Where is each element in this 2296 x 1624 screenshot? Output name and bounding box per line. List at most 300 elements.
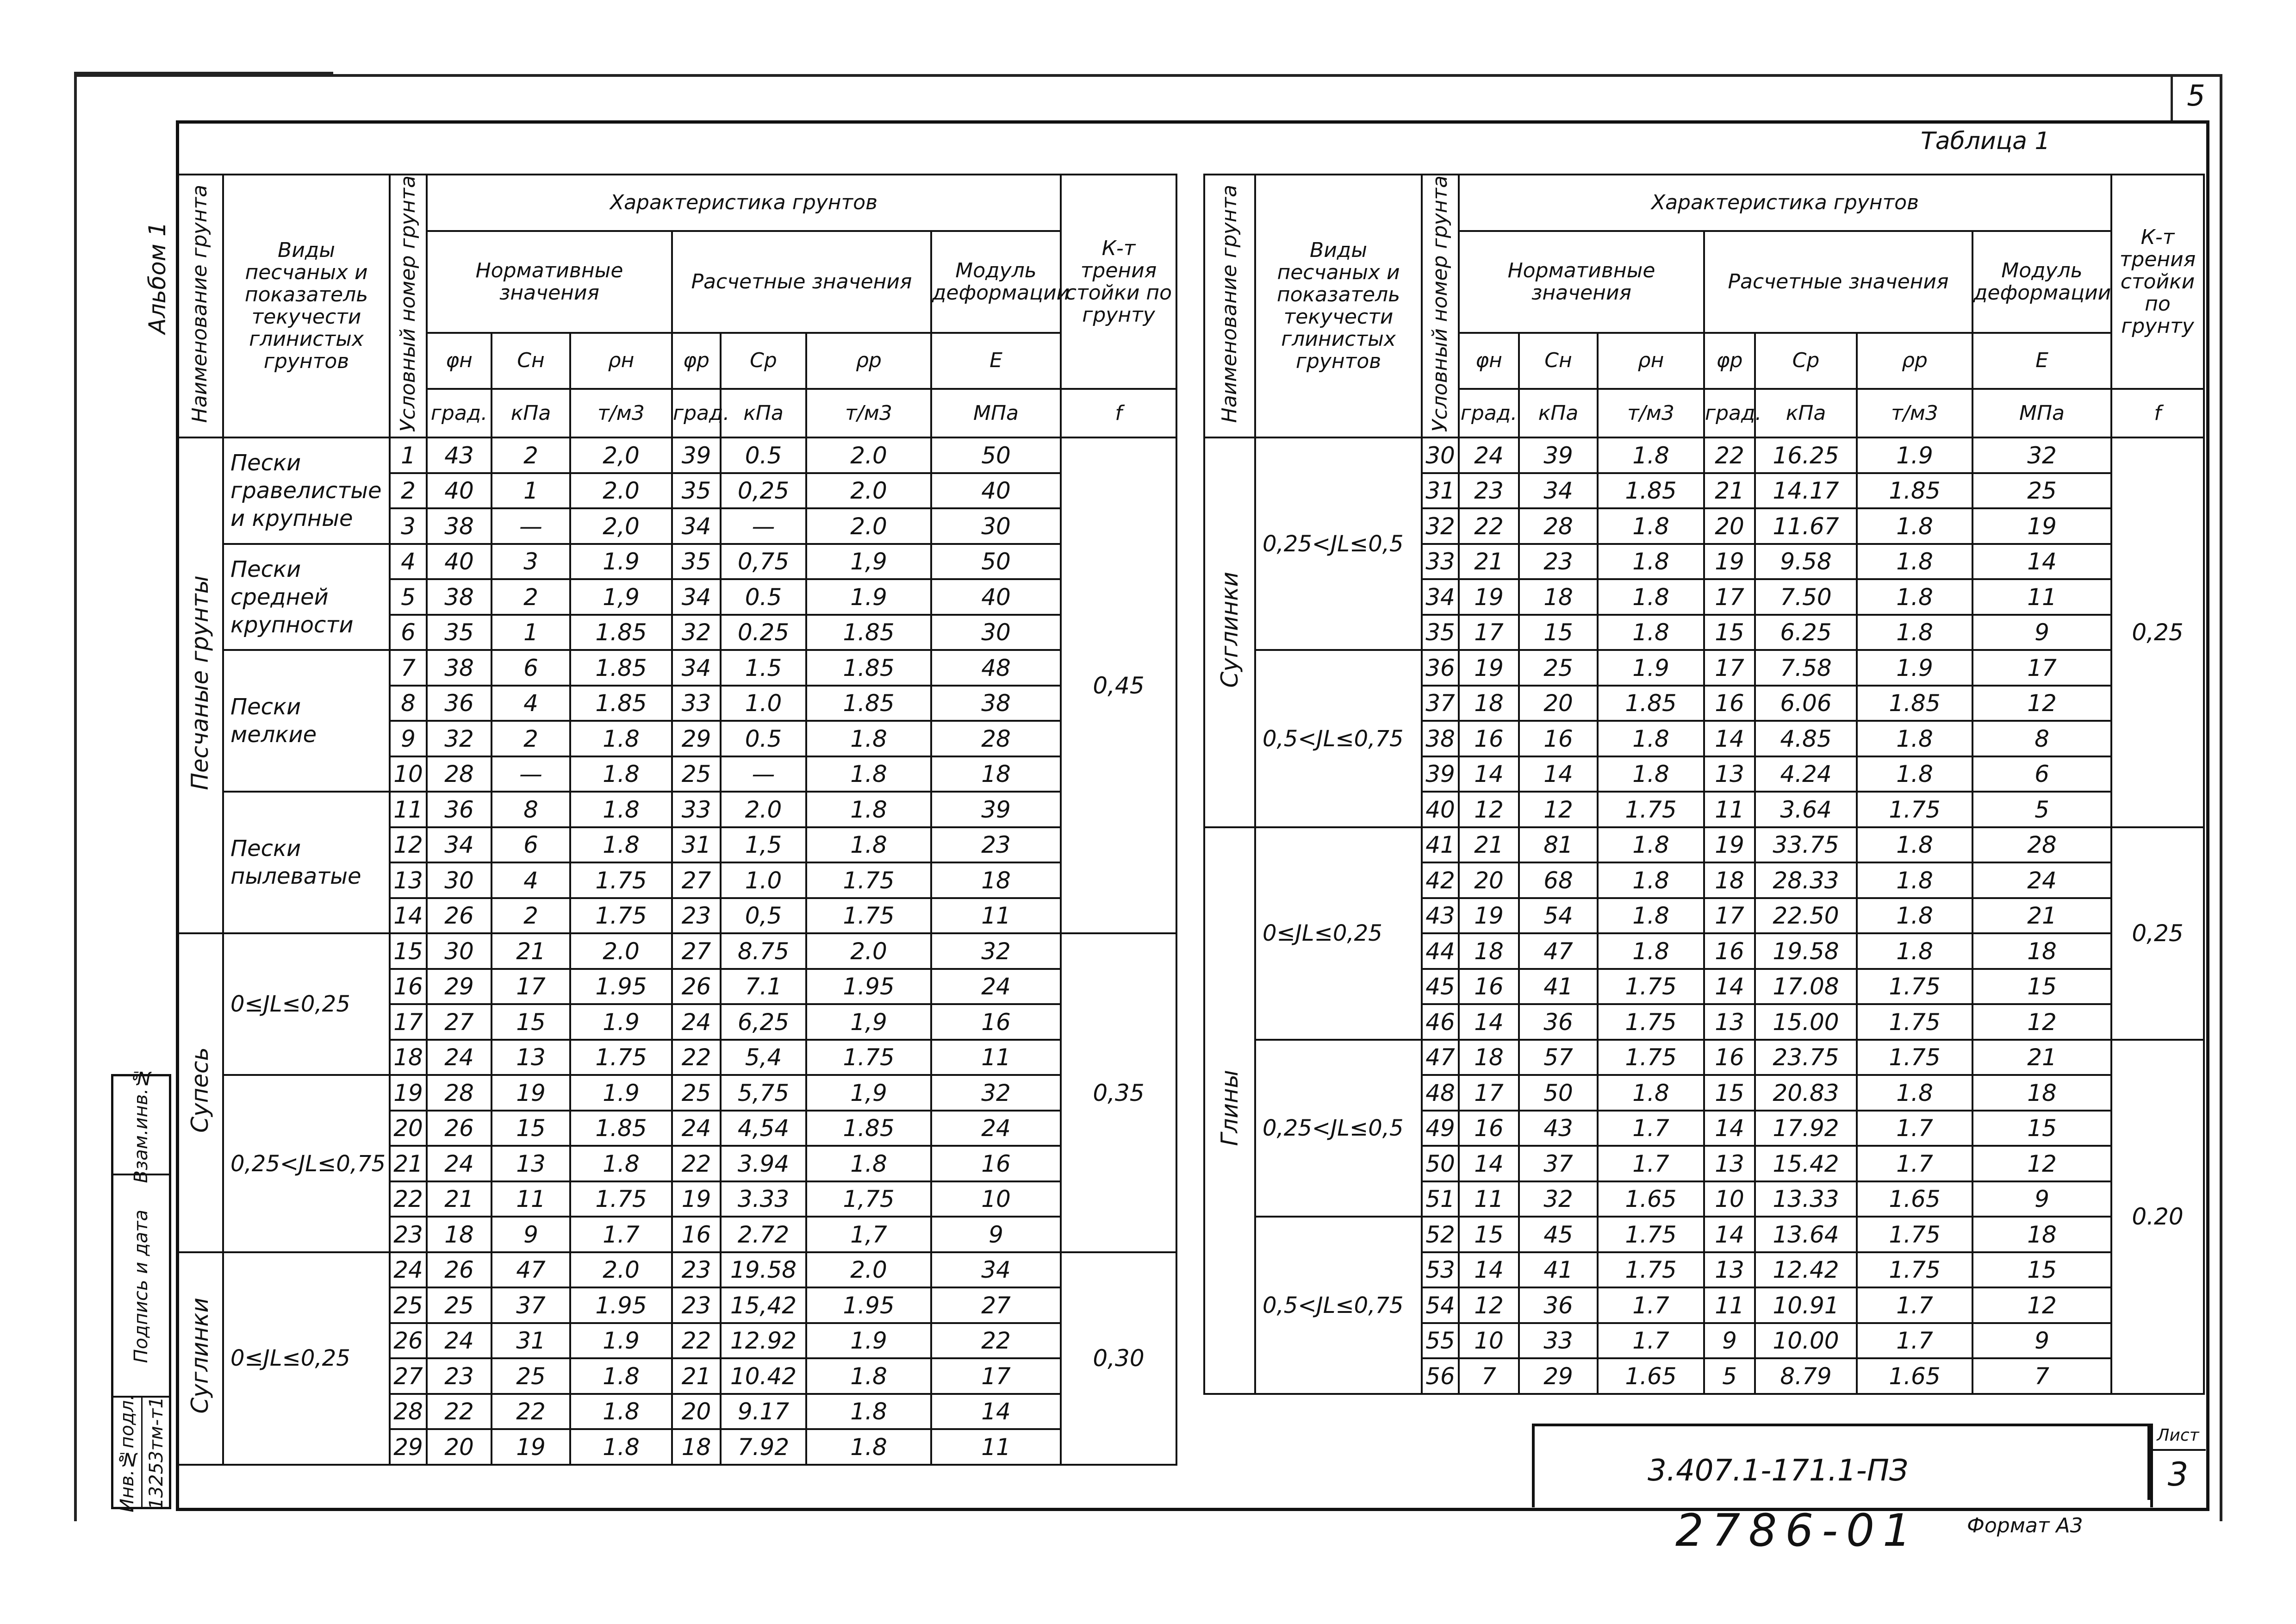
c-n: 23 — [1519, 544, 1598, 580]
c-n: 45 — [1519, 1217, 1598, 1252]
phi-p: 15 — [1704, 1075, 1755, 1111]
c-n: 22 — [492, 1394, 570, 1430]
c-p: — — [721, 508, 806, 544]
c-p: 8.79 — [1755, 1358, 1857, 1394]
e-value: 21 — [1972, 1040, 2111, 1075]
phi-n: 21 — [427, 1181, 492, 1217]
phi-n: 18 — [1459, 686, 1519, 721]
phi-n: 19 — [1459, 579, 1519, 615]
phi-p: 32 — [672, 615, 721, 650]
friction-value: 0,45 — [1061, 437, 1176, 933]
header-e-unit: МПа — [1972, 389, 2111, 437]
row-num: 25 — [390, 1287, 427, 1323]
phi-p: 23 — [672, 1252, 721, 1288]
rho-n: 1.8 — [570, 1146, 672, 1181]
row-num: 48 — [1422, 1075, 1459, 1111]
rho-n: 1.75 — [570, 1040, 672, 1075]
table-row — [177, 1075, 1176, 1111]
c-p: 7.92 — [721, 1429, 806, 1465]
rho-p: 1.75 — [806, 898, 931, 934]
e-value: 34 — [931, 1252, 1061, 1288]
e-value: 16 — [931, 1004, 1061, 1040]
header-phi-n-unit: град. — [427, 389, 492, 437]
c-p: 0.5 — [721, 437, 806, 473]
friction-value: 0.20 — [2111, 1040, 2204, 1394]
phi-n: 35 — [427, 615, 492, 650]
table-title: Таблица 1 — [1921, 127, 2050, 155]
rho-p: 1.7 — [1857, 1146, 1972, 1181]
row-num: 18 — [390, 1040, 427, 1075]
e-value: 7 — [1972, 1358, 2111, 1394]
rho-p: 1.65 — [1857, 1358, 1972, 1394]
phi-p: 9 — [1704, 1323, 1755, 1359]
header-rho-p-unit: т/м3 — [806, 389, 931, 437]
header-c-p-unit: кПа — [1755, 389, 1857, 437]
rho-n: 1.75 — [1598, 1217, 1704, 1252]
rho-n: 1.7 — [1598, 1146, 1704, 1181]
row-num: 27 — [390, 1358, 427, 1394]
rho-p: 1.8 — [1857, 756, 1972, 792]
phi-n: 20 — [1459, 862, 1519, 898]
phi-n: 26 — [427, 898, 492, 934]
c-n: 15 — [492, 1111, 570, 1146]
header-c_n: Сн — [492, 333, 570, 389]
group-name-text: Супесь — [187, 1047, 213, 1133]
c-n: 1 — [492, 473, 570, 509]
c-n: 41 — [1519, 1252, 1598, 1288]
row-num: 43 — [1422, 898, 1459, 934]
phi-p: 17 — [1704, 650, 1755, 686]
rho-p: 1.85 — [806, 1111, 931, 1146]
rho-n: 1.7 — [570, 1217, 672, 1252]
phi-n: 23 — [1459, 473, 1519, 509]
c-p: 7.1 — [721, 969, 806, 1005]
phi-n: 32 — [427, 721, 492, 756]
e-value: 18 — [1972, 1217, 2111, 1252]
phi-p: 22 — [672, 1146, 721, 1181]
header-friction: К-т трения стойки по грунту — [1061, 175, 1176, 389]
header-phi_n: φн — [1459, 333, 1519, 389]
e-value: 15 — [1972, 969, 2111, 1005]
kind-label: 0≤JL≤0,25 — [1255, 827, 1422, 1040]
kind-label: 0,25<JL≤0,5 — [1255, 1040, 1422, 1217]
rho-n: 1.85 — [1598, 473, 1704, 509]
row-num: 12 — [390, 827, 427, 863]
friction-value: 0,25 — [2111, 437, 2204, 827]
e-value: 14 — [1972, 544, 2111, 580]
c-p: 4.85 — [1755, 721, 1857, 756]
e-value: 15 — [1972, 1111, 2111, 1146]
e-value: 12 — [1972, 1287, 2111, 1323]
header-phi-n-unit: град. — [1459, 389, 1519, 437]
e-value: 24 — [931, 1111, 1061, 1146]
phi-p: 25 — [672, 1075, 721, 1111]
e-value: 15 — [1972, 1252, 2111, 1288]
rho-p: 1.8 — [1857, 579, 1972, 615]
c-n: 33 — [1519, 1323, 1598, 1359]
row-num: 9 — [390, 721, 427, 756]
phi-n: 28 — [427, 1075, 492, 1111]
rho-p: 1.9 — [806, 579, 931, 615]
rho-n: 1.8 — [1598, 827, 1704, 863]
c-n: 21 — [492, 933, 570, 969]
rho-n: 1.8 — [570, 756, 672, 792]
rho-p: 1.75 — [1857, 1004, 1972, 1040]
rho-p: 1.8 — [806, 792, 931, 827]
rho-p: 1.8 — [1857, 933, 1972, 969]
stamp-inv-orig: Инв.№подл. 13253тм-т1 — [113, 1396, 169, 1509]
phi-n: 12 — [1459, 792, 1519, 827]
e-value: 17 — [931, 1358, 1061, 1394]
group-name-text: Песчаные грунты — [187, 575, 213, 790]
rho-n: 1.8 — [1598, 508, 1704, 544]
rho-n: 1.8 — [1598, 933, 1704, 969]
row-num: 36 — [1422, 650, 1459, 686]
rho-n: 1.9 — [570, 1323, 672, 1359]
c-p: 7.50 — [1755, 579, 1857, 615]
rho-n: 1.8 — [1598, 898, 1704, 934]
row-num: 39 — [1422, 756, 1459, 792]
c-n: 29 — [1519, 1358, 1598, 1394]
rho-p: 1.85 — [1857, 686, 1972, 721]
header-friction: К-т трения стойки по грунту — [2111, 175, 2204, 389]
rho-n: 2.0 — [570, 473, 672, 509]
row-num: 51 — [1422, 1181, 1459, 1217]
e-value: 21 — [1972, 898, 2111, 934]
sheet-number-top: 5 — [2187, 79, 2205, 112]
table-row — [177, 933, 1176, 969]
row-num: 24 — [390, 1252, 427, 1288]
row-num: 34 — [1422, 579, 1459, 615]
rho-p: 1.75 — [806, 862, 931, 898]
phi-n: 26 — [427, 1111, 492, 1146]
phi-n: 17 — [1459, 615, 1519, 650]
group-name — [177, 933, 223, 1252]
stamp-replace-inv: Взам.инв.№ — [131, 1067, 152, 1183]
phi-p: 27 — [672, 933, 721, 969]
c-n: 37 — [1519, 1146, 1598, 1181]
c-n: 25 — [1519, 650, 1598, 686]
c-n: 37 — [492, 1287, 570, 1323]
rho-n: 1.8 — [1598, 1075, 1704, 1111]
side-label-text: Альбом 1 — [144, 221, 171, 334]
row-num: 37 — [1422, 686, 1459, 721]
rho-p: 1.8 — [1857, 827, 1972, 863]
rho-n: 1.75 — [1598, 1040, 1704, 1075]
phi-p: 27 — [672, 862, 721, 898]
table-row — [1204, 437, 2204, 473]
c-n: 4 — [492, 686, 570, 721]
e-value: 14 — [931, 1394, 1061, 1430]
rho-n: 1.8 — [570, 1358, 672, 1394]
e-value: 19 — [1972, 508, 2111, 544]
c-p: 0.25 — [721, 615, 806, 650]
group-name-text: Суглинки — [1216, 571, 1243, 688]
phi-n: 38 — [427, 650, 492, 686]
c-p: 3.33 — [721, 1181, 806, 1217]
c-n: 25 — [492, 1358, 570, 1394]
phi-n: 21 — [1459, 827, 1519, 863]
c-n: 68 — [1519, 862, 1598, 898]
c-p: 0,75 — [721, 544, 806, 580]
rho-n: 1.8 — [1598, 579, 1704, 615]
phi-n: 16 — [1459, 1111, 1519, 1146]
c-p: 12.42 — [1755, 1252, 1857, 1288]
header-num-text: Условный номер грунта — [1428, 175, 1452, 432]
phi-p: 15 — [1704, 615, 1755, 650]
soil-table-right — [1203, 174, 2205, 1395]
c-p: 5,4 — [721, 1040, 806, 1075]
row-num: 5 — [390, 579, 427, 615]
header-kinds: Виды песчаных и показатель текучести глинистых грунтов — [223, 175, 390, 437]
kind-label: 0,25<JL≤0,75 — [223, 1075, 390, 1252]
rho-n: 1.8 — [1598, 615, 1704, 650]
c-n: 34 — [1519, 473, 1598, 509]
phi-p: 20 — [672, 1394, 721, 1430]
phi-p: 13 — [1704, 1252, 1755, 1288]
phi-n: 38 — [427, 579, 492, 615]
header-f: f — [1061, 389, 1176, 437]
rho-n: 1.9 — [1598, 650, 1704, 686]
c-p: 22.50 — [1755, 898, 1857, 934]
c-n: 50 — [1519, 1075, 1598, 1111]
header-characteristics: Характеристика грунтов — [1459, 175, 2111, 231]
phi-n: 14 — [1459, 1252, 1519, 1288]
header-c-n-unit: кПа — [1519, 389, 1598, 437]
group-name-text: Глины — [1216, 1069, 1243, 1146]
rho-n: 1.9 — [570, 1004, 672, 1040]
phi-p: 18 — [1704, 862, 1755, 898]
row-num: 14 — [390, 898, 427, 934]
header-rho-p-unit: т/м3 — [1857, 389, 1972, 437]
c-n: 20 — [1519, 686, 1598, 721]
c-n: 6 — [492, 827, 570, 863]
phi-n: 36 — [427, 792, 492, 827]
phi-n: 24 — [427, 1040, 492, 1075]
e-value: 11 — [931, 1429, 1061, 1465]
header-design: Расчетные значения — [672, 231, 931, 333]
document-code: 3.407.1-171.1-ПЗ — [1648, 1454, 1908, 1488]
header-rho_n: ρн — [570, 333, 672, 389]
rho-n: 1.75 — [1598, 969, 1704, 1005]
rho-p: 2.0 — [806, 933, 931, 969]
side-label — [139, 185, 176, 370]
c-n: 19 — [492, 1075, 570, 1111]
rho-p: 2.0 — [806, 437, 931, 473]
phi-p: 23 — [672, 1287, 721, 1323]
c-n: 12 — [1519, 792, 1598, 827]
c-p: 0.5 — [721, 579, 806, 615]
e-value: 18 — [1972, 933, 2111, 969]
kind-label: 0,5<JL≤0,75 — [1255, 650, 1422, 827]
phi-p: 14 — [1704, 721, 1755, 756]
rho-p: 1,75 — [806, 1181, 931, 1217]
rho-n: 1.8 — [1598, 544, 1704, 580]
rho-n: 1.8 — [570, 792, 672, 827]
c-n: 2 — [492, 898, 570, 934]
e-value: 9 — [1972, 615, 2111, 650]
phi-n: 21 — [1459, 544, 1519, 580]
c-n: — — [492, 508, 570, 544]
phi-p: 22 — [672, 1040, 721, 1075]
rho-n: 1.75 — [570, 898, 672, 934]
rho-p: 2.0 — [806, 508, 931, 544]
e-value: 11 — [931, 1040, 1061, 1075]
phi-n: 38 — [427, 508, 492, 544]
header-num — [1422, 175, 1459, 437]
header-row-1 — [177, 175, 1176, 231]
row-num: 15 — [390, 933, 427, 969]
rho-n: 2.0 — [570, 1252, 672, 1288]
c-n: 57 — [1519, 1040, 1598, 1075]
phi-p: 17 — [1704, 579, 1755, 615]
c-p: 1,5 — [721, 827, 806, 863]
phi-n: 29 — [427, 969, 492, 1005]
c-n: 2 — [492, 579, 570, 615]
phi-n: 18 — [1459, 1040, 1519, 1075]
header-num — [390, 175, 427, 437]
c-n: 1 — [492, 615, 570, 650]
phi-n: 12 — [1459, 1287, 1519, 1323]
row-num: 46 — [1422, 1004, 1459, 1040]
e-value: 24 — [1972, 862, 2111, 898]
header-kinds: Виды песчаных и показатель текучести глинистых грунтов — [1255, 175, 1422, 437]
c-p: 9.58 — [1755, 544, 1857, 580]
row-num: 19 — [390, 1075, 427, 1111]
row-num: 21 — [390, 1146, 427, 1181]
friction-value: 0,30 — [1061, 1252, 1176, 1465]
table-row — [1204, 827, 2204, 863]
phi-n: 30 — [427, 933, 492, 969]
c-p: 15,42 — [721, 1287, 806, 1323]
stamp-sign-date: Подпись и дата — [113, 1174, 169, 1398]
phi-p: 23 — [672, 898, 721, 934]
c-p: 15.42 — [1755, 1146, 1857, 1181]
phi-p: 35 — [672, 473, 721, 509]
phi-p: 33 — [672, 686, 721, 721]
e-value: 8 — [1972, 721, 2111, 756]
phi-n: 36 — [427, 686, 492, 721]
header-c-n-unit: кПа — [492, 389, 570, 437]
rho-p: 1.8 — [1857, 862, 1972, 898]
handwritten-number: 2786-01 — [1675, 1505, 1920, 1556]
row-num: 33 — [1422, 544, 1459, 580]
phi-p: 34 — [672, 579, 721, 615]
row-num: 52 — [1422, 1217, 1459, 1252]
row-num: 31 — [1422, 473, 1459, 509]
c-p: 16.25 — [1755, 437, 1857, 473]
rho-p: 1.75 — [1857, 969, 1972, 1005]
c-n: 6 — [492, 650, 570, 686]
header-c_n: Сн — [1519, 333, 1598, 389]
rho-p: 1.85 — [806, 615, 931, 650]
rho-p: 1.95 — [806, 969, 931, 1005]
c-p: 1.0 — [721, 862, 806, 898]
phi-p: 33 — [672, 792, 721, 827]
header-f: f — [2111, 389, 2204, 437]
phi-n: 30 — [427, 862, 492, 898]
e-value: 9 — [1972, 1181, 2111, 1217]
friction-value: 0,25 — [2111, 827, 2204, 1040]
phi-n: 19 — [1459, 898, 1519, 934]
c-p: 33.75 — [1755, 827, 1857, 863]
c-p: 3.64 — [1755, 792, 1857, 827]
e-value: 32 — [931, 1075, 1061, 1111]
table-row — [177, 437, 1176, 473]
c-p: 15.00 — [1755, 1004, 1857, 1040]
phi-p: 13 — [1704, 1146, 1755, 1181]
row-num: 49 — [1422, 1111, 1459, 1146]
c-n: 3 — [492, 544, 570, 580]
rho-n: 1,9 — [570, 579, 672, 615]
phi-p: 35 — [672, 544, 721, 580]
phi-p: 19 — [672, 1181, 721, 1217]
rho-p: 1.75 — [1857, 1217, 1972, 1252]
rho-n: 1.9 — [570, 544, 672, 580]
rho-p: 1.8 — [806, 1429, 931, 1465]
e-value: 48 — [931, 650, 1061, 686]
phi-p: 25 — [672, 756, 721, 792]
e-value: 11 — [1972, 579, 2111, 615]
phi-n: 15 — [1459, 1217, 1519, 1252]
rho-n: 1.95 — [570, 1287, 672, 1323]
phi-p: 18 — [672, 1429, 721, 1465]
rho-p: 1,7 — [806, 1217, 931, 1252]
rho-p: 1.8 — [1857, 1075, 1972, 1111]
rho-p: 1,9 — [806, 544, 931, 580]
e-value: 25 — [1972, 473, 2111, 509]
phi-p: 21 — [1704, 473, 1755, 509]
c-p: 20.83 — [1755, 1075, 1857, 1111]
sheet-label: Лист — [2147, 1426, 2206, 1451]
e-value: 40 — [931, 579, 1061, 615]
phi-p: 11 — [1704, 1287, 1755, 1323]
c-p: 6,25 — [721, 1004, 806, 1040]
phi-p: 19 — [1704, 827, 1755, 863]
header-name — [1204, 175, 1255, 437]
c-p: 13.33 — [1755, 1181, 1857, 1217]
header-name-text: Наименование грунта — [188, 185, 212, 423]
e-value: 24 — [931, 969, 1061, 1005]
row-num: 11 — [390, 792, 427, 827]
rho-n: 1.85 — [1598, 686, 1704, 721]
phi-p: 10 — [1704, 1181, 1755, 1217]
rho-p: 1.8 — [1857, 615, 1972, 650]
c-n: 47 — [1519, 933, 1598, 969]
group-name — [177, 437, 223, 933]
header-normative: Нормативные значения — [427, 231, 672, 333]
phi-p: 16 — [1704, 1040, 1755, 1075]
c-p: 8.75 — [721, 933, 806, 969]
rho-n: 1.8 — [570, 1429, 672, 1465]
e-value: 12 — [1972, 686, 2111, 721]
rho-p: 1,9 — [806, 1075, 931, 1111]
c-p: 0.5 — [721, 721, 806, 756]
kind-label: Пески средней крупности — [223, 544, 390, 650]
header-c_p: Ср — [721, 333, 806, 389]
phi-n: 14 — [1459, 756, 1519, 792]
e-value: 11 — [931, 898, 1061, 934]
row-num: 28 — [390, 1394, 427, 1430]
c-n: 4 — [492, 862, 570, 898]
phi-n: 14 — [1459, 1004, 1519, 1040]
phi-p: 39 — [672, 437, 721, 473]
e-value: 40 — [931, 473, 1061, 509]
rho-p: 1.9 — [806, 1323, 931, 1359]
c-p: 11.67 — [1755, 508, 1857, 544]
header-phi_n: φн — [427, 333, 492, 389]
e-value: 30 — [931, 615, 1061, 650]
